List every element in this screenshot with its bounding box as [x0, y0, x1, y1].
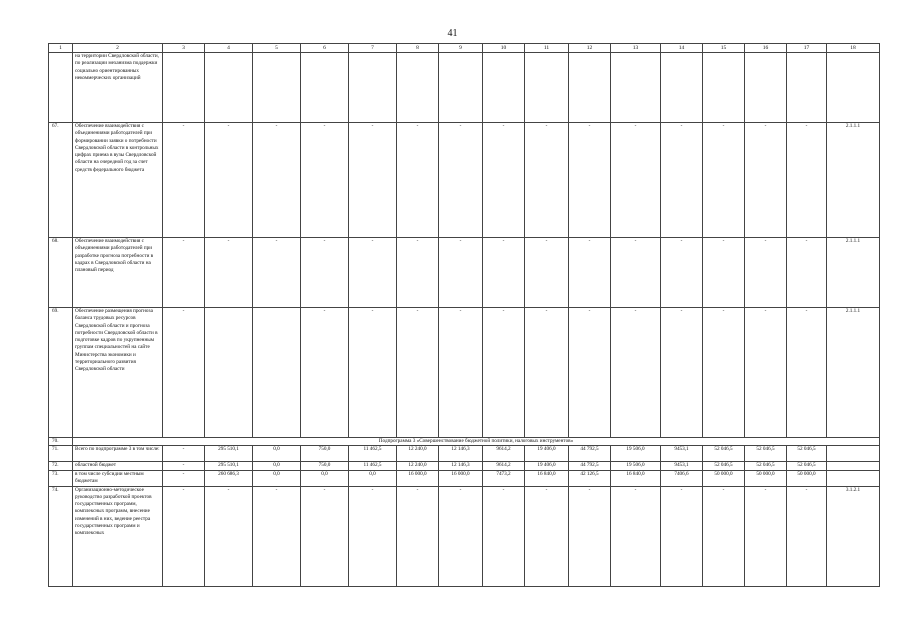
row-cell: - — [301, 123, 349, 238]
row-cell: 0,0 — [301, 470, 349, 486]
row-cell: - — [569, 486, 611, 586]
header-cell: 17 — [787, 44, 827, 53]
row-cell — [745, 53, 787, 123]
row-cell — [525, 53, 569, 123]
header-cell: 18 — [827, 44, 880, 53]
row-name: Организационно-методическое руководство разработкой проектов государственных программ, комплексных программ, внесение изменений в них, ведение реестра государственных программ и комплексных — [73, 486, 163, 586]
row-cell: - — [787, 486, 827, 586]
header-cell: 1 — [49, 44, 73, 53]
row-cell: 16 000,0 — [397, 470, 439, 486]
row-cell: - — [569, 308, 611, 438]
row-cell: 19 506,0 — [611, 446, 661, 462]
row-cell: 50 000,0 — [787, 470, 827, 486]
header-cell: 7 — [349, 44, 397, 53]
row-code: 2.1.1.1 — [827, 308, 880, 438]
header-cell: 9 — [439, 44, 483, 53]
table-row — [49, 123, 880, 238]
row-cell: - — [787, 238, 827, 308]
row-cell: - — [439, 238, 483, 308]
table-row — [49, 308, 880, 438]
row-name: в том числе субсидии местным бюджетам — [73, 470, 163, 486]
row-cell: - — [703, 123, 745, 238]
header-cell: 2 — [73, 44, 163, 53]
row-cell: 11 462,5 — [349, 462, 397, 470]
row-cell: - — [253, 123, 301, 238]
row-cell: 295 510,1 — [205, 446, 253, 462]
row-cell — [205, 308, 253, 438]
row-name: Обеспечение взаимодействия с объединениями работодателей при разработке прогноза потребности в кадрах в Свердловской области на плановый период — [73, 238, 163, 308]
row-cell: - — [745, 123, 787, 238]
table-row — [49, 238, 880, 308]
row-cell — [439, 53, 483, 123]
row-cell — [163, 53, 205, 123]
row-cell: 260 686,3 — [205, 470, 253, 486]
header-cell: 3 — [163, 44, 205, 53]
table-row — [49, 446, 880, 462]
row-cell: - — [205, 123, 253, 238]
row-code: 3.1.2.1 — [827, 486, 880, 586]
row-cell — [301, 53, 349, 123]
row-number: 68. — [49, 238, 73, 308]
header-cell: 4 — [205, 44, 253, 53]
row-cell: - — [525, 238, 569, 308]
row-cell: - — [611, 123, 661, 238]
row-cell: - — [439, 123, 483, 238]
row-cell: 19 506,0 — [611, 462, 661, 470]
row-cell: - — [301, 308, 349, 438]
row-cell — [205, 53, 253, 123]
row-cell: 44 792,5 — [569, 446, 611, 462]
row-cell: 52 046,5 — [703, 462, 745, 470]
header-cell: 14 — [661, 44, 703, 53]
row-cell: 0,0 — [253, 470, 301, 486]
header-cell: 6 — [301, 44, 349, 53]
row-cell — [611, 53, 661, 123]
row-number — [49, 53, 73, 123]
section-number: 70. — [49, 438, 73, 446]
row-cell: - — [745, 238, 787, 308]
row-cell: - — [703, 486, 745, 586]
row-cell: - — [483, 308, 525, 438]
row-cell: 12 240,0 — [397, 462, 439, 470]
row-cell: - — [787, 123, 827, 238]
row-cell: - — [253, 486, 301, 586]
row-code: 2.1.1.1 — [827, 123, 880, 238]
row-cell: 11 462,5 — [349, 446, 397, 462]
row-cell: - — [569, 238, 611, 308]
table-row — [49, 470, 880, 486]
row-cell: - — [611, 238, 661, 308]
section-row — [49, 438, 880, 446]
row-cell: - — [661, 123, 703, 238]
row-cell: - — [397, 486, 439, 586]
row-cell: - — [349, 123, 397, 238]
row-number: 74. — [49, 486, 73, 586]
row-cell: - — [397, 308, 439, 438]
row-cell: 7473,2 — [483, 470, 525, 486]
row-cell: - — [163, 308, 205, 438]
row-cell: 52 046,5 — [745, 462, 787, 470]
header-cell: 15 — [703, 44, 745, 53]
row-cell: 16 840,0 — [611, 470, 661, 486]
row-code — [827, 462, 880, 470]
row-cell: 16 840,0 — [525, 470, 569, 486]
row-cell: 12 146,3 — [439, 446, 483, 462]
row-cell — [661, 53, 703, 123]
row-cell: 7406,6 — [661, 470, 703, 486]
row-number: 72. — [49, 462, 73, 470]
row-cell: - — [525, 123, 569, 238]
row-cell: 9453,1 — [661, 446, 703, 462]
row-cell: 44 792,5 — [569, 462, 611, 470]
row-name: Обеспечение размещения прогноза баланса трудовых ресурсов Свердловской области и прогноза потребности Свердловской области в подготовке кадров по укрупненным группам специальностей на сайте Министерства экономики и территориального развития Свердловской области — [73, 308, 163, 438]
row-cell: 50 000,0 — [703, 470, 745, 486]
row-cell: - — [349, 308, 397, 438]
header-row — [49, 44, 880, 53]
row-cell: - — [483, 123, 525, 238]
row-code — [827, 470, 880, 486]
row-cell: 0,0 — [253, 446, 301, 462]
row-cell: - — [163, 470, 205, 486]
row-name: областной бюджет — [73, 462, 163, 470]
row-cell: - — [301, 238, 349, 308]
row-cell — [569, 53, 611, 123]
row-cell: - — [745, 308, 787, 438]
row-cell: 750,0 — [301, 462, 349, 470]
row-number: 73. — [49, 470, 73, 486]
row-name: Всего по подпрограмме 3 в том числе: — [73, 446, 163, 462]
row-cell: - — [703, 238, 745, 308]
page-number: 41 — [447, 28, 458, 39]
header-cell: 5 — [253, 44, 301, 53]
row-cell: - — [349, 486, 397, 586]
row-cell: - — [397, 123, 439, 238]
row-cell: 295 510,1 — [205, 462, 253, 470]
row-cell — [253, 53, 301, 123]
row-number: 71. — [49, 446, 73, 462]
row-cell: 19 406,0 — [525, 462, 569, 470]
row-cell: 52 046,5 — [745, 446, 787, 462]
row-name: Обеспечение взаимодействия с объединениями работодателей при формировании заявки о потребности Свердловской области в контрольных цифрах приема в вузы Свердловской области на очередной год за счет средств федерального бюджета — [73, 123, 163, 238]
row-code — [827, 446, 880, 462]
header-cell: 16 — [745, 44, 787, 53]
row-cell: - — [439, 308, 483, 438]
row-cell: - — [483, 486, 525, 586]
row-cell: - — [163, 123, 205, 238]
row-cell: 12 146,3 — [439, 462, 483, 470]
row-cell: - — [611, 486, 661, 586]
row-number: 69. — [49, 308, 73, 438]
row-cell: 0,0 — [349, 470, 397, 486]
row-cell: - — [163, 462, 205, 470]
row-cell: 52 046,5 — [703, 446, 745, 462]
row-cell: - — [483, 238, 525, 308]
table-row — [49, 53, 880, 123]
row-cell: - — [787, 308, 827, 438]
row-number: 67. — [49, 123, 73, 238]
row-cell: 42 126,5 — [569, 470, 611, 486]
row-name: на территории Свердловской области, по реализации механизма поддержки социально ориентированных некоммерческих организаций — [73, 53, 163, 123]
row-cell: 16 000,0 — [439, 470, 483, 486]
header-cell: 10 — [483, 44, 525, 53]
row-cell: 52 046,5 — [787, 446, 827, 462]
row-cell: - — [703, 308, 745, 438]
budget-table — [48, 43, 880, 587]
table-row — [49, 462, 880, 470]
row-cell: 9614,2 — [483, 462, 525, 470]
row-cell: - — [163, 446, 205, 462]
row-cell: - — [301, 486, 349, 586]
header-cell: 12 — [569, 44, 611, 53]
header-cell: 13 — [611, 44, 661, 53]
header-cell: 11 — [525, 44, 569, 53]
row-cell: - — [611, 308, 661, 438]
row-cell: - — [661, 486, 703, 586]
row-cell: - — [661, 308, 703, 438]
row-cell: - — [661, 238, 703, 308]
row-cell: - — [349, 238, 397, 308]
row-cell — [253, 308, 301, 438]
row-cell: 0,0 — [253, 462, 301, 470]
row-cell: 12 240,0 — [397, 446, 439, 462]
row-cell: - — [525, 486, 569, 586]
row-cell: - — [569, 123, 611, 238]
row-cell — [703, 53, 745, 123]
row-cell: - — [439, 486, 483, 586]
row-cell: - — [253, 238, 301, 308]
row-cell: 50 000,0 — [745, 470, 787, 486]
row-cell — [483, 53, 525, 123]
row-cell — [349, 53, 397, 123]
row-cell: - — [397, 238, 439, 308]
header-cell: 8 — [397, 44, 439, 53]
row-cell: 750,0 — [301, 446, 349, 462]
section-title: Подпрограмма 3 «Совершенствование бюджетной политики, налоговых инструментов» — [73, 438, 880, 446]
row-cell: 19 406,0 — [525, 446, 569, 462]
row-cell: 52 046,5 — [787, 462, 827, 470]
row-cell: - — [525, 308, 569, 438]
row-cell: 9614,2 — [483, 446, 525, 462]
row-cell — [397, 53, 439, 123]
row-cell: - — [745, 486, 787, 586]
row-cell: - — [205, 486, 253, 586]
row-cell: - — [163, 486, 205, 586]
row-cell: - — [205, 238, 253, 308]
row-code: 2.1.1.1 — [827, 238, 880, 308]
table-row — [49, 486, 880, 586]
row-cell: 9453,1 — [661, 462, 703, 470]
row-cell — [787, 53, 827, 123]
row-code — [827, 53, 880, 123]
row-cell: - — [163, 238, 205, 308]
